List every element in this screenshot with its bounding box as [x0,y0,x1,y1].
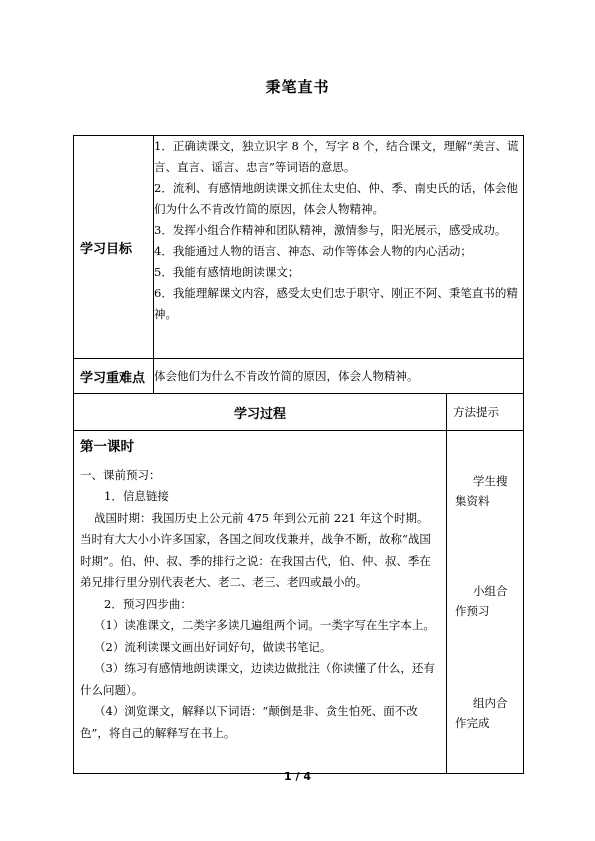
subsection-heading: 2．预习四步曲： [104,596,192,611]
objectives-label: 学习目标 [74,136,154,359]
objectives-row [74,136,524,359]
objective-item: 2．流利、有感情地朗读课文抓住太史伯、仲、季、南史氏的话，体会他们为什么不肯改竹简的原因，体会人物精神。 [154,181,518,216]
objective-item: 3．发挥小组合作精神和团队精神，激情参与，阳光展示，感受成功。 [154,223,507,237]
process-body-row [74,431,524,774]
objective-item: 1．正确读课文，独立识字 8 个，写字 8 个，结合课文，理解“美言、谎言、直言、谣言、忠言”等词语的意思。 [154,139,519,174]
page-title: 秉笔直书 [265,78,330,96]
method-header: 方法提示 [447,394,524,431]
objective-item: 4．我能通过人物的语言、神态、动作等体会人物的内心活动； [154,244,472,258]
step-item: （3）练习有感情地朗读课文，边读边做批注（你读懂了什么，还有什么问题）。 [80,661,435,697]
subsection-heading: 1．信息链接 [104,489,169,503]
method-note: 学生搜集资料 [455,474,508,508]
step-item: （4）浏览课文，解释以下词语：“颠倒是非、贪生怕死、面不改色”，将自己的解释写在书上。 [80,704,418,740]
objective-item: 5．我能有感情地朗读课文； [154,265,300,279]
objectives-list [154,136,524,359]
objective-item: 6．我能理解课文内容，感受太史们忠于职守、刚正不阿、秉笔直书的精神。 [154,286,518,321]
step-item: （2）流利读课文画出好词好句，做读书笔记。 [94,639,332,654]
process-content [74,431,447,774]
process-header-row [74,394,524,431]
difficulty-label: 学习重难点 [74,359,154,394]
info-paragraph: 战国时期：我国历史上公元前 475 年到公元前 221 年这个时期。当时有大大小小许多国家，各国之间攻伐兼并，战争不断，故称“战国时期”。伯、仲、叔、季的排行之说：在我国古代，伯、仲、叔、季在弟兄排行里分别代表老大、老二、老三、老四或最小的。 [80,510,431,589]
difficulty-text: 体会他们为什么不肯改竹简的原因，体会人物精神。 [154,359,524,394]
step-item: （1）读准课文，二类字多读几遍组两个词。一类字写在生字本上。 [94,618,435,632]
page-number: 1 / 4 [284,770,311,783]
lesson-plan-table [73,135,524,774]
difficulty-row [74,359,524,394]
section-heading: 一、课前预习： [80,467,161,482]
method-note: 组内合作完成 [455,696,508,730]
method-notes [447,431,524,774]
process-header: 学习过程 [74,394,447,431]
lesson-title: 第一课时 [80,439,134,455]
method-note: 小组合作预习 [455,584,508,618]
